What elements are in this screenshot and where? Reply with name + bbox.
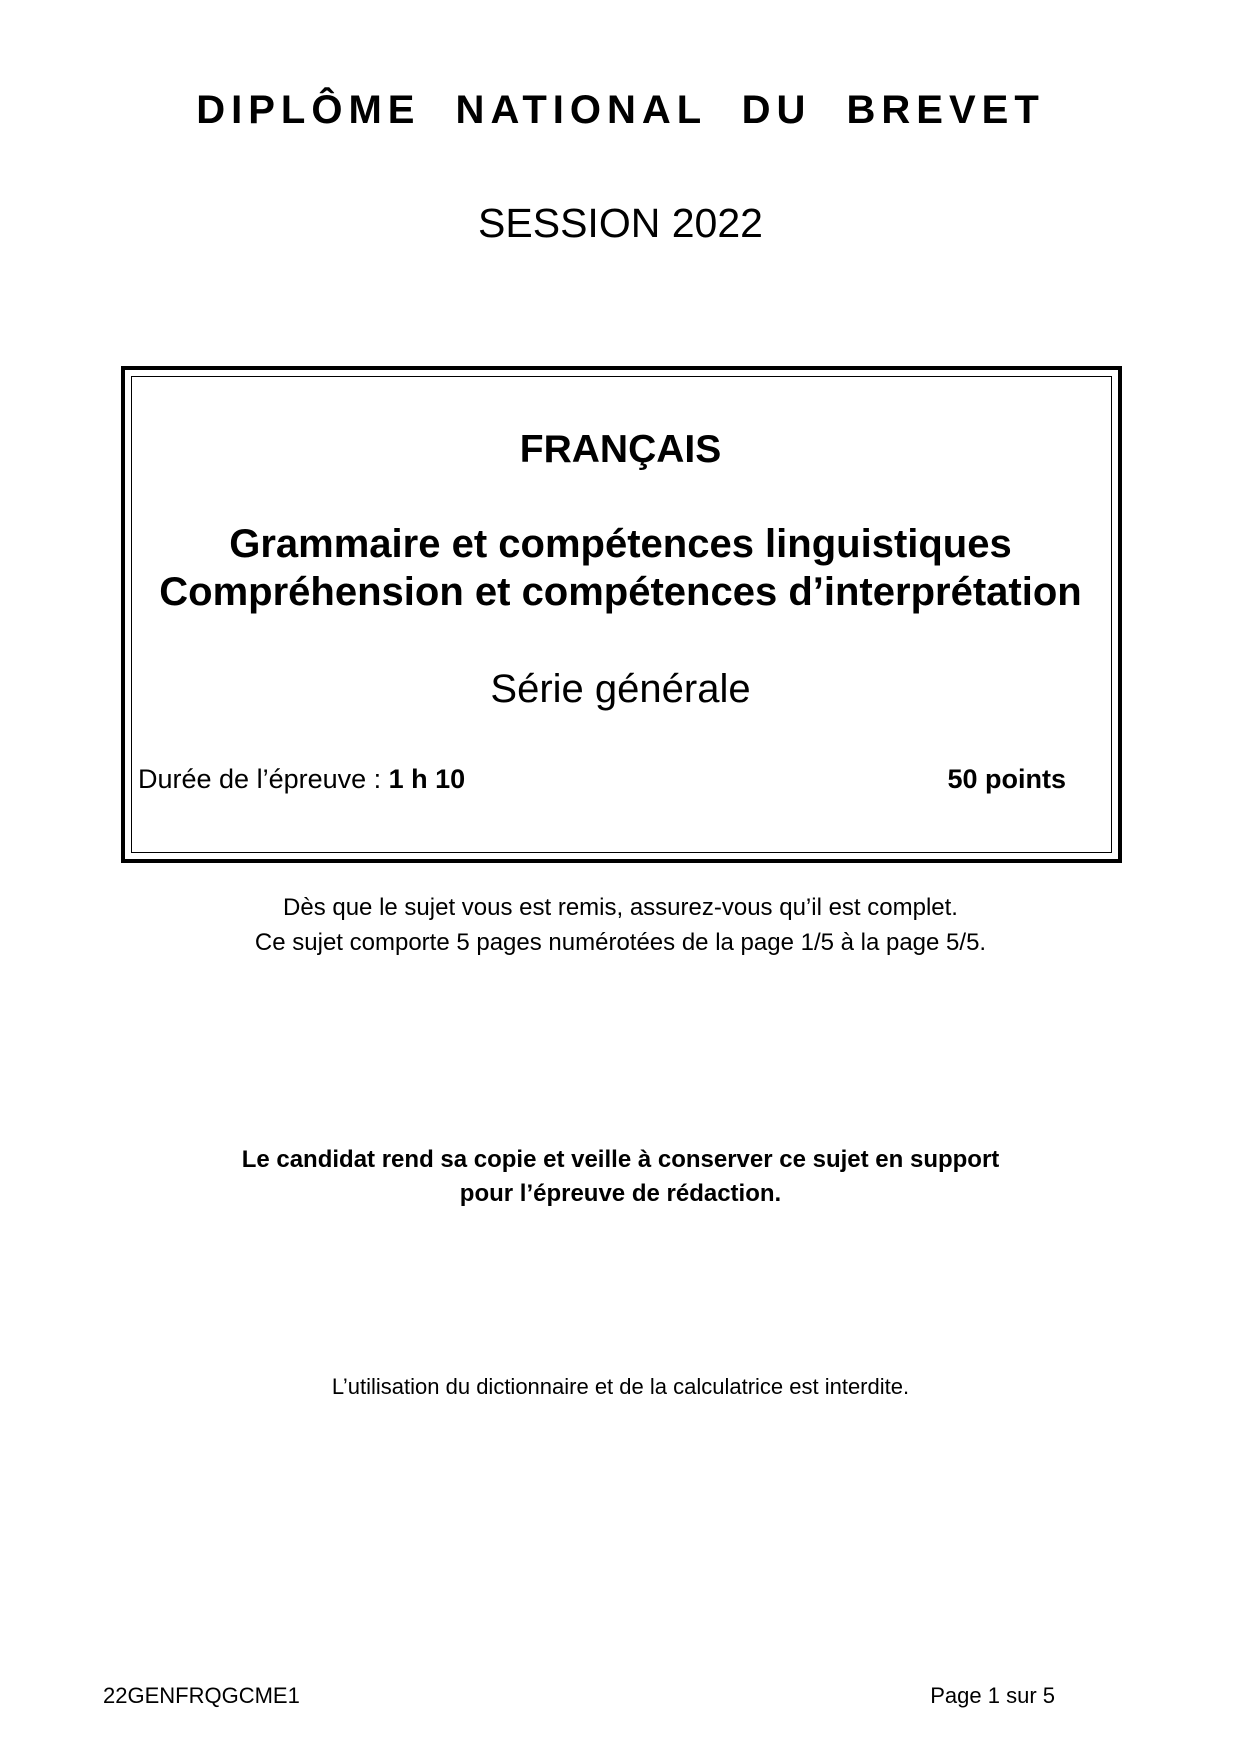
exam-duration xyxy=(138,764,465,795)
candidate-note-line-1: Le candidat rend sa copie et veille à conserver ce sujet en support xyxy=(241,1146,1000,1173)
session-label: SESSION 2022 xyxy=(478,200,763,246)
duration-label: Durée de l’épreuve : xyxy=(138,764,389,794)
dictionary-rule: L’utilisation du dictionnaire et de la calculatrice est interdite. xyxy=(331,1374,910,1399)
notice-line-2: Ce sujet comporte 5 pages numérotées de la page 1/5 à la page 5/5. xyxy=(254,929,987,956)
subject-part-comprehension: Compréhension et compétences d’interprétation xyxy=(159,570,1082,614)
exam-points: 50 points xyxy=(947,764,1066,794)
notice-line-1: Dès que le sujet vous est remis, assurez-vous qu’il est complet. xyxy=(283,894,958,921)
series-label: Série générale xyxy=(490,667,751,711)
duration-value: 1 h 10 xyxy=(388,764,466,794)
subject-part-grammar: Grammaire et compétences linguistiques xyxy=(229,522,1012,566)
exam-title: DIPLÔME NATIONAL DU BREVET xyxy=(196,88,1045,132)
candidate-note-line-2: pour l’épreuve de rédaction. xyxy=(459,1180,782,1207)
subject-title: FRANÇAIS xyxy=(519,428,722,471)
footer-exam-code: 22GENFRQGCME1 xyxy=(103,1683,300,1708)
footer-page-number: Page 1 sur 5 xyxy=(930,1683,1055,1708)
